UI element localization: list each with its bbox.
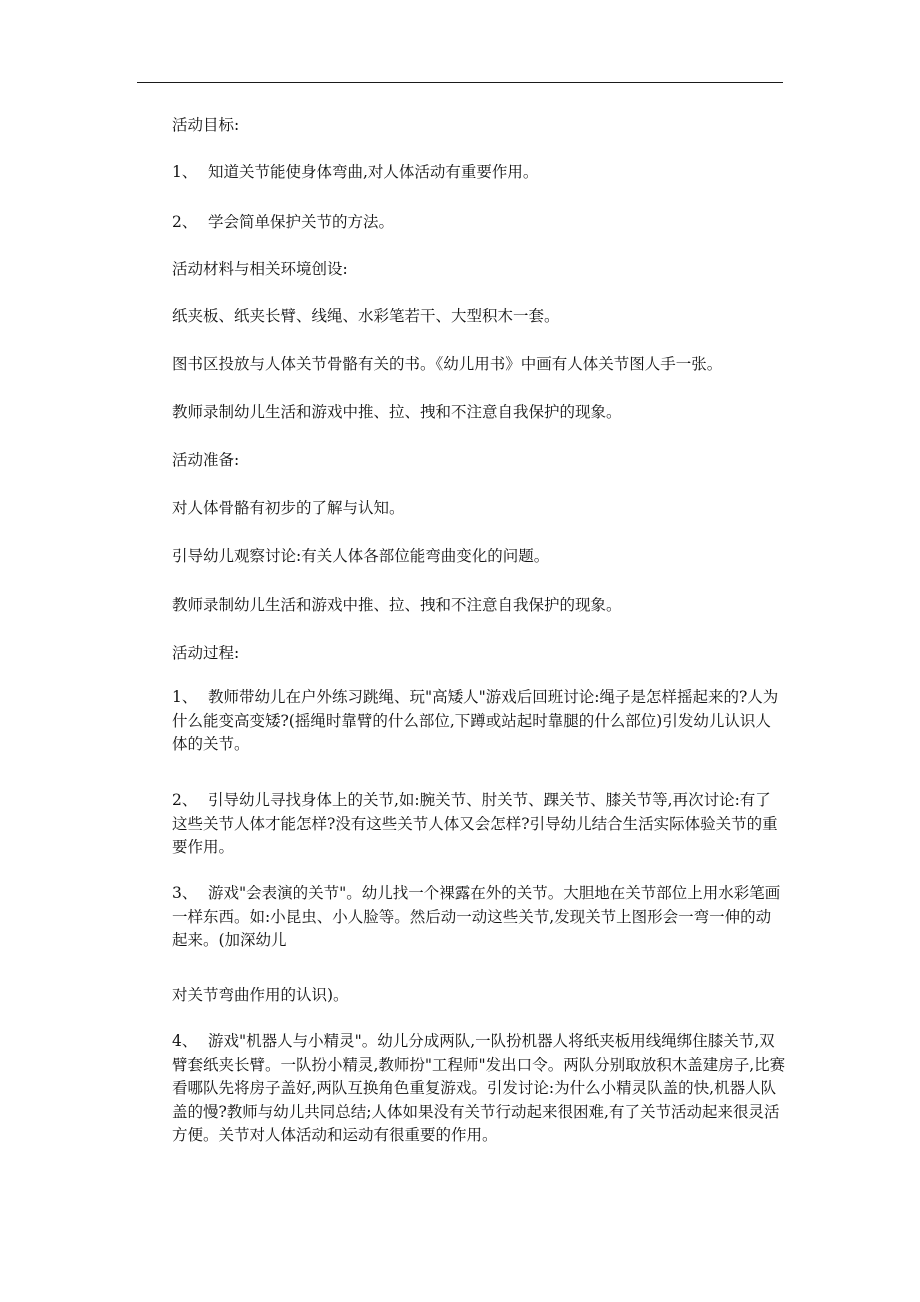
materials-line: 教师录制幼儿生活和游戏中推、拉、拽和不注意自我保护的现象。 xyxy=(172,403,622,421)
prep-line: 引导幼儿观察讨论:有关人体各部位能弯曲变化的问题。 xyxy=(172,547,550,565)
materials-line: 纸夹板、纸夹长臂、线绳、水彩笔若干、大型积木一套。 xyxy=(172,307,560,325)
goal-number: 2、 xyxy=(172,213,198,231)
goal-item xyxy=(172,212,792,232)
process-step xyxy=(172,686,786,757)
goal-text: 学会简单保护关节的方法。 xyxy=(208,213,395,231)
step-text: 对关节弯曲作用的认识)。 xyxy=(172,986,349,1004)
goal-heading: 活动目标: xyxy=(172,116,240,134)
step-number: 2、 xyxy=(172,791,198,809)
prep-line: 对人体骨骼有初步的了解与认知。 xyxy=(172,499,405,517)
process-step xyxy=(172,882,786,953)
step-text: 游戏"会表演的关节"。幼儿找一个裸露在外的关节。大胆地在关节部位上用水彩笔画一样东西。如:小昆虫、小人脸等。然后动一动这些关节,发现关节上图形会一弯一伸的动起来。(加深幼儿 xyxy=(172,884,781,949)
prep-line: 教师录制幼儿生活和游戏中推、拉、拽和不注意自我保护的现象。 xyxy=(172,596,622,614)
step-number: 1、 xyxy=(172,688,198,706)
goal-number: 1、 xyxy=(172,163,198,181)
goal-text: 知道关节能使身体弯曲,对人体活动有重要作用。 xyxy=(208,163,539,181)
process-heading: 活动过程: xyxy=(172,644,240,662)
process-step-continuation xyxy=(172,984,786,1008)
step-text: 游戏"机器人与小精灵"。幼儿分成两队,一队扮机器人将纸夹板用线绳绑住膝关节,双臂套纸夹长臂。一队扮小精灵,教师扮"工程师"发出口令。两队分别取放积木盖建房子,比赛看哪队先将房子盖好,两队互换角色重复游戏。引发讨论:为什么小精灵队盖的快,机器人队盖的慢?教师与幼儿共同总结;人体如果没有关节行动起来很困难,有了关节活动起来很灵活方便。关节对人体活动和运动有很重要的作用。 xyxy=(172,1032,786,1144)
step-text: 引导幼儿寻找身体上的关节,如:腕关节、肘关节、踝关节、膝关节等,再次讨论:有了这些关节人体才能怎样?没有这些关节人体又会怎样?引导幼儿结合生活实际体验关节的重要作用。 xyxy=(172,791,778,856)
step-number: 3、 xyxy=(172,884,198,902)
prep-heading: 活动准备: xyxy=(172,451,240,469)
process-step xyxy=(172,789,786,860)
step-text: 教师带幼儿在户外练习跳绳、玩"高矮人"游戏后回班讨论:绳子是怎样摇起来的?人为什么能变高变矮?(摇绳时靠臂的什么部位,下蹲或站起时靠腿的什么部位)引发幼儿认识人体的关节。 xyxy=(172,688,779,753)
goal-item xyxy=(172,162,792,182)
step-number: 4、 xyxy=(172,1032,198,1050)
header-rule xyxy=(137,82,783,83)
materials-line: 图书区投放与人体关节骨骼有关的书。《幼儿用书》中画有人体关节图人手一张。 xyxy=(172,355,723,373)
process-step xyxy=(172,1030,786,1148)
materials-heading: 活动材料与相关环境创设: xyxy=(172,260,348,278)
